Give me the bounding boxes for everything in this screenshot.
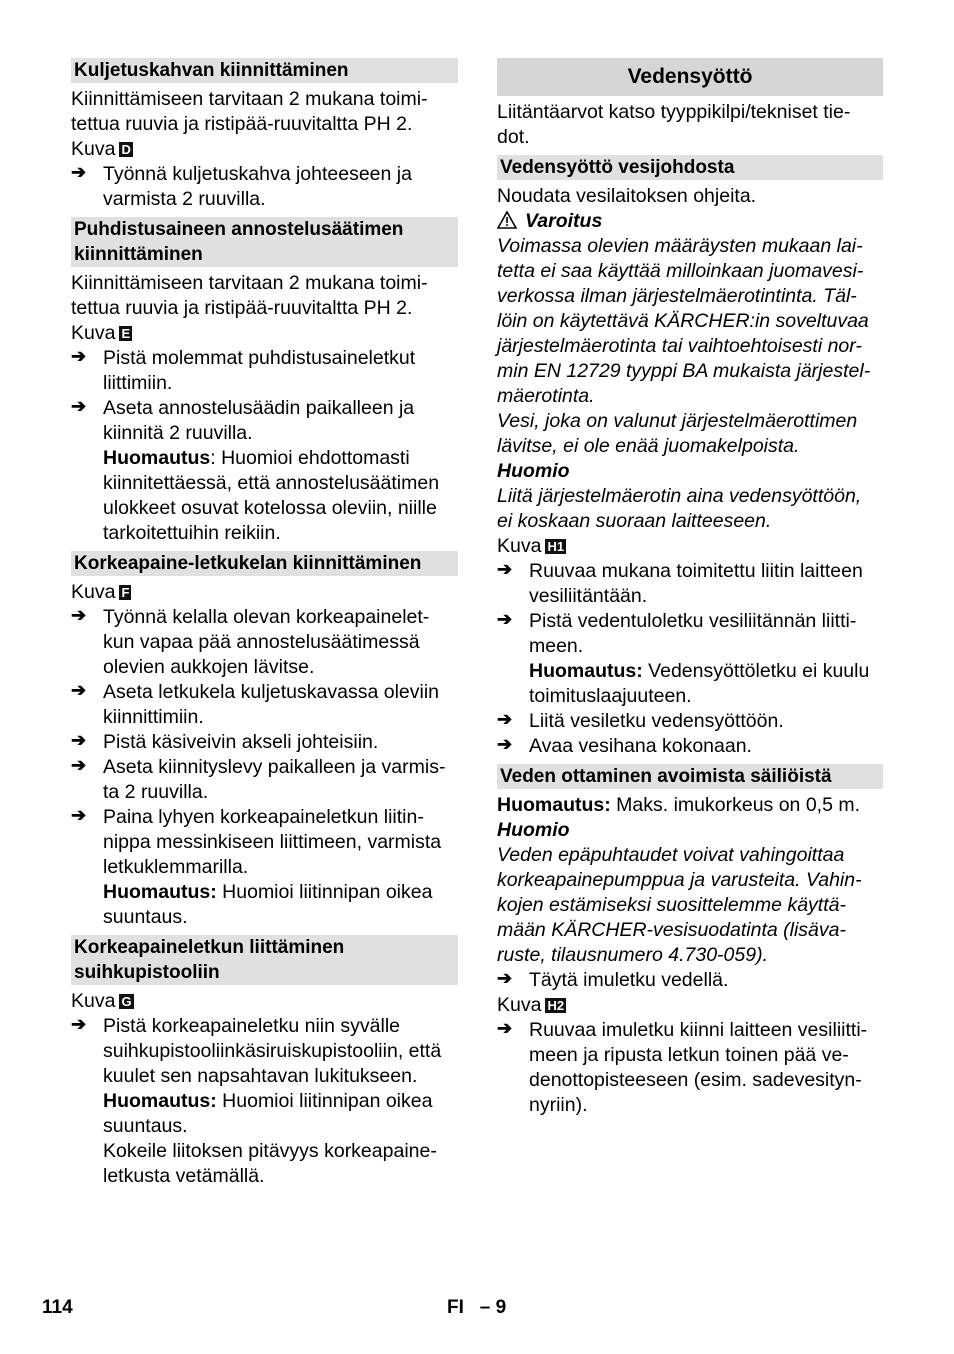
warning-text: löin on käytettävä KÄRCHER:in soveltuvaa bbox=[497, 310, 869, 332]
note bbox=[103, 1089, 458, 1114]
note-text: suuntaus. bbox=[103, 1115, 188, 1137]
page-number: 114 bbox=[42, 1297, 73, 1318]
step-text: Avaa vesihana kokonaan. bbox=[529, 735, 752, 757]
section-title-dosing-regulator bbox=[71, 217, 458, 267]
chapter-title: Vedensyöttö bbox=[497, 58, 883, 96]
note-text: tarkoitettuihin reikiin. bbox=[103, 522, 281, 544]
step-text: nyriin). bbox=[529, 1094, 588, 1116]
note-text: Huomioi liitinnipan oikea bbox=[216, 1090, 433, 1112]
title-line: Korkeapaineletkun liittäminen bbox=[74, 937, 345, 958]
arrow-right-icon: ➔ bbox=[71, 680, 87, 700]
arrow-right-icon: ➔ bbox=[71, 730, 87, 750]
caution-label: Huomio bbox=[497, 460, 570, 482]
note-text: Kokeile liitoksen pitävyys korkeapaine- bbox=[103, 1140, 437, 1162]
figure-ref bbox=[71, 580, 458, 605]
note-text: kiinnitettäessä, että annostelusäätimen bbox=[103, 472, 440, 494]
note bbox=[103, 446, 458, 471]
arrow-right-icon: ➔ bbox=[497, 1018, 513, 1038]
paragraph: Liitäntäarvot katso tyyppikilpi/tekniset tie- bbox=[497, 101, 851, 123]
step-text: ta 2 ruuvilla. bbox=[103, 781, 209, 803]
instruction-step bbox=[497, 609, 883, 709]
instruction-step bbox=[71, 730, 458, 755]
warning-text: verkossa ilman järjestelmäerotintinta. Täl- bbox=[497, 285, 857, 307]
figure-badge: H1 bbox=[547, 539, 565, 554]
warning-text: min EN 12729 tyyppi BA mukaista järjestel- bbox=[497, 360, 871, 382]
figure-ref bbox=[71, 989, 458, 1014]
figure-badge: H2 bbox=[547, 998, 565, 1013]
step-text: kuulet sen napsahtavan lukitukseen. bbox=[103, 1065, 418, 1087]
step-text: liittimiin. bbox=[103, 372, 173, 394]
figure-ref bbox=[71, 137, 458, 162]
left-column bbox=[71, 58, 458, 1189]
figure-ref bbox=[497, 993, 883, 1018]
note-label: Huomautus: bbox=[103, 1090, 217, 1112]
instruction-step bbox=[71, 805, 458, 930]
step-text: letkuklemmarilla. bbox=[103, 856, 249, 878]
instruction-step bbox=[71, 162, 458, 212]
section-title-spray-gun bbox=[71, 935, 458, 985]
paragraph: Noudata vesilaitoksen ohjeita. bbox=[497, 185, 757, 207]
note-label: Huomautus: bbox=[103, 881, 217, 903]
figure-label: Kuva bbox=[71, 138, 116, 160]
warning-text: järjestelmäerotinta tai vaihtoehtoisesti nor- bbox=[497, 335, 862, 357]
figure-label: Kuva bbox=[71, 322, 116, 344]
instruction-step bbox=[497, 1018, 883, 1118]
caution-label: Huomio bbox=[497, 819, 570, 841]
warning-label: Varoitus bbox=[525, 210, 603, 232]
section-title-hose-reel: Korkeapaine-letkukelan kiinnittäminen bbox=[71, 551, 458, 576]
instruction-step bbox=[71, 396, 458, 546]
instruction-step bbox=[497, 968, 883, 993]
paragraph: dot. bbox=[497, 126, 530, 148]
step-text: nippa messinkiseen liittimeen, varmista bbox=[103, 831, 442, 853]
warning-text: Voimassa olevien määräysten mukaan lai- bbox=[497, 235, 863, 257]
note bbox=[497, 793, 883, 818]
step-text: kun vapaa pää annostelusäätimessä bbox=[103, 631, 420, 653]
paragraph: Kiinnittämiseen tarvitaan 2 mukana toimi- bbox=[71, 272, 428, 294]
instruction-step bbox=[71, 346, 458, 396]
note-label: Huomautus: bbox=[529, 660, 643, 682]
caution-text: korkeapainepumppua ja varusteita. Vahin- bbox=[497, 869, 862, 891]
paragraph: tettua ruuvia ja ristipää-ruuvitaltta PH 2. bbox=[71, 113, 413, 135]
caution-text: ei koskaan suoraan laitteeseen. bbox=[497, 510, 772, 532]
step-text: meen ja ripusta letkun toinen pää ve- bbox=[529, 1044, 849, 1066]
note-text: toimituslaajuuteen. bbox=[529, 685, 692, 707]
step-text: Pistä korkeapaineletku niin syvälle bbox=[103, 1015, 400, 1037]
step-text: Ruuvaa mukana toimitettu liitin laitteen bbox=[529, 560, 863, 582]
caution-text: kojen estämiseksi suosittelemme käyttä- bbox=[497, 894, 846, 916]
caution-text: Liitä järjestelmäerotin aina vedensyöttöön, bbox=[497, 485, 862, 507]
title-line: kiinnittäminen bbox=[74, 244, 203, 265]
figure-ref bbox=[497, 534, 883, 559]
figure-badge: G bbox=[121, 994, 132, 1009]
warning-text: mäerotinta. bbox=[497, 385, 595, 407]
step-text: kiinnittimiin. bbox=[103, 706, 204, 728]
step-text: denottopisteeseen (esim. sadevesityn- bbox=[529, 1069, 862, 1091]
warning-triangle-icon bbox=[497, 211, 517, 229]
step-text: Paina lyhyen korkeapaineletkun liitin- bbox=[103, 806, 424, 828]
arrow-right-icon: ➔ bbox=[497, 968, 513, 988]
step-text: vesiliitäntään. bbox=[529, 585, 648, 607]
note-text: Vedensyöttöletku ei kuulu bbox=[642, 660, 870, 682]
step-text: Työnnä kuljetuskahva johteeseen ja bbox=[103, 163, 412, 185]
figure-badge: D bbox=[121, 142, 131, 157]
note bbox=[103, 880, 458, 905]
figure-badge: E bbox=[121, 326, 131, 341]
figure-badge: F bbox=[121, 585, 130, 600]
arrow-right-icon: ➔ bbox=[497, 734, 513, 754]
instruction-step bbox=[71, 755, 458, 805]
step-text: Työnnä kelalla olevan korkeapainelet- bbox=[103, 606, 430, 628]
note-text: letkusta vetämällä. bbox=[103, 1165, 265, 1187]
note-text: Huomioi liitinnipan oikea bbox=[216, 881, 433, 903]
warning-text: Vesi, joka on valunut järjestelmäerottimen bbox=[497, 410, 858, 432]
step-text: Täytä imuletku vedellä. bbox=[529, 969, 729, 991]
step-text: suihkupistooliinkäsiruiskupistooliin, että bbox=[103, 1040, 442, 1062]
step-text: Aseta kiinnityslevy paikalleen ja varmis- bbox=[103, 756, 446, 778]
figure-label: Kuva bbox=[497, 535, 542, 557]
step-text: kiinnitä 2 ruuvilla. bbox=[103, 422, 253, 444]
paragraph: Kiinnittämiseen tarvitaan 2 mukana toimi- bbox=[71, 88, 428, 110]
arrow-right-icon: ➔ bbox=[71, 1014, 87, 1034]
arrow-right-icon: ➔ bbox=[71, 605, 87, 625]
figure-ref bbox=[71, 321, 458, 346]
arrow-right-icon: ➔ bbox=[71, 396, 87, 416]
arrow-right-icon: ➔ bbox=[71, 805, 87, 825]
warning-text: lävitse, ei ole enää juomakelpoista. bbox=[497, 435, 800, 457]
step-text: Aseta letkukela kuljetuskavassa oleviin bbox=[103, 681, 440, 703]
note bbox=[529, 659, 883, 684]
step-text: olevien aukkojen lävitse. bbox=[103, 656, 315, 678]
paragraph: tettua ruuvia ja ristipää-ruuvitaltta PH 2. bbox=[71, 297, 413, 319]
warning-text: tetta ei saa käyttää milloinkaan juomavesi- bbox=[497, 260, 864, 282]
step-text: varmista 2 ruuvilla. bbox=[103, 188, 266, 210]
instruction-step bbox=[71, 605, 458, 680]
instruction-step bbox=[497, 559, 883, 609]
arrow-right-icon: ➔ bbox=[71, 755, 87, 775]
arrow-right-icon: ➔ bbox=[497, 709, 513, 729]
figure-label: Kuva bbox=[71, 990, 116, 1012]
arrow-right-icon: ➔ bbox=[497, 609, 513, 629]
instruction-step bbox=[497, 709, 883, 734]
note-text: Maks. imukorkeus on 0,5 m. bbox=[610, 794, 861, 816]
instruction-step bbox=[71, 680, 458, 730]
note-text: : Huomioi ehdottomasti bbox=[210, 447, 410, 469]
step-text: Ruuvaa imuletku kiinni laitteen vesiliitti- bbox=[529, 1019, 868, 1041]
figure-label: Kuva bbox=[71, 581, 116, 603]
step-text: Pistä käsiveivin akseli johteisiin. bbox=[103, 731, 379, 753]
figure-label: Kuva bbox=[497, 994, 542, 1016]
step-text: Pistä vedentuloletku vesiliitännän liitti- bbox=[529, 610, 857, 632]
instruction-step bbox=[71, 1014, 458, 1189]
warning-heading bbox=[497, 209, 883, 234]
step-text: meen. bbox=[529, 635, 584, 657]
caution-text: mään KÄRCHER-vesisuodatinta (lisäva- bbox=[497, 919, 846, 941]
step-text: Pistä molemmat puhdistusaineletkut bbox=[103, 347, 416, 369]
note-text: suuntaus. bbox=[103, 906, 188, 928]
step-text: Liitä vesiletku vedensyöttöön. bbox=[529, 710, 784, 732]
title-line: Puhdistusaineen annostelusäätimen bbox=[74, 219, 404, 240]
note-text: ulokkeet osuvat kotelossa oleviin, niille bbox=[103, 497, 437, 519]
section-title-open-containers: Veden ottaminen avoimista säiliöistä bbox=[497, 764, 883, 789]
section-title-transport-handle: Kuljetuskahvan kiinnittäminen bbox=[71, 58, 458, 83]
caution-text: Veden epäpuhtaudet voivat vahingoittaa bbox=[497, 844, 845, 866]
caution-text: ruste, tilausnumero 4.730-059). bbox=[497, 944, 768, 966]
step-text: Aseta annostelusäädin paikalleen ja bbox=[103, 397, 415, 419]
right-column bbox=[497, 58, 883, 1118]
section-title-water-mains: Vedensyöttö vesijohdosta bbox=[497, 155, 883, 180]
instruction-step bbox=[497, 734, 883, 759]
arrow-right-icon: ➔ bbox=[497, 559, 513, 579]
note-label: Huomautus bbox=[103, 447, 211, 469]
title-line: suihkupistooliin bbox=[74, 962, 220, 983]
note-label: Huomautus: bbox=[497, 794, 611, 816]
language-page-ref: FI – 9 bbox=[447, 1297, 507, 1318]
arrow-right-icon: ➔ bbox=[71, 346, 87, 366]
arrow-right-icon: ➔ bbox=[71, 162, 87, 182]
